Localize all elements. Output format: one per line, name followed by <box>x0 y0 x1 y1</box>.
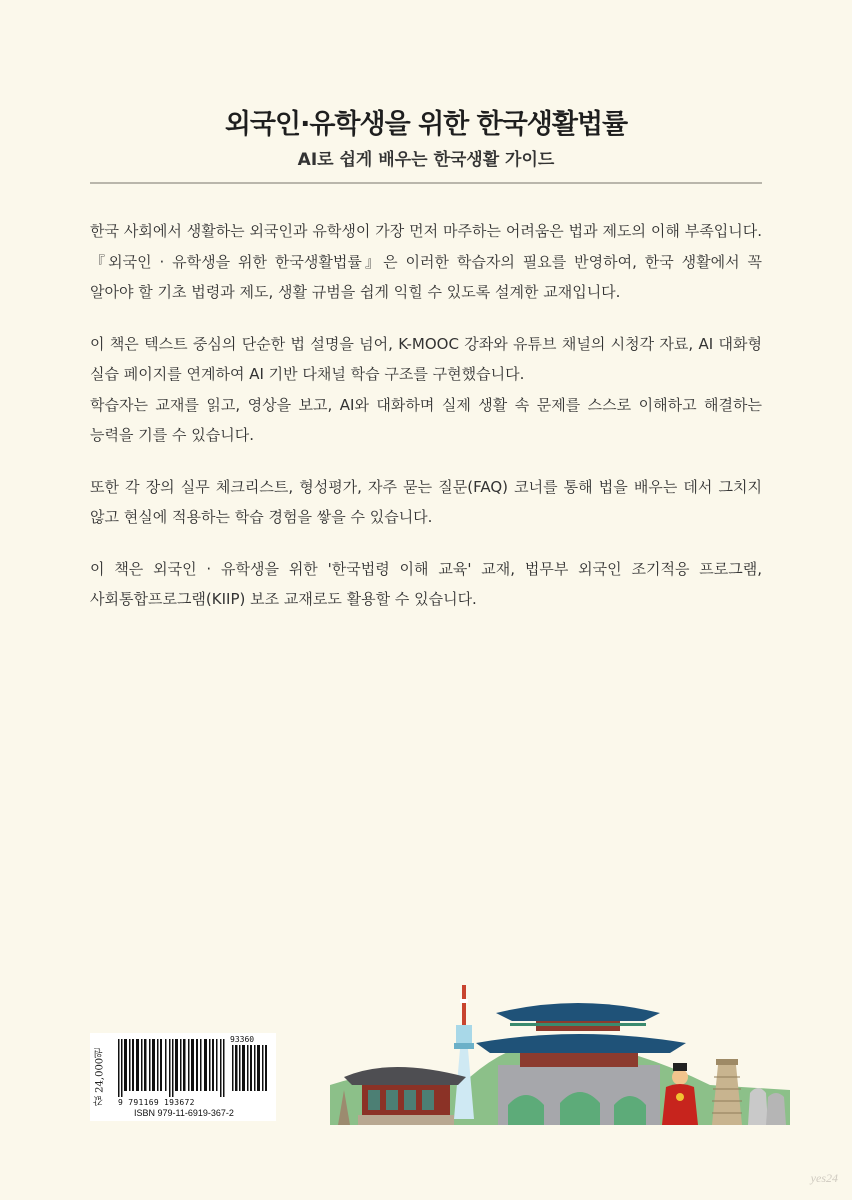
paragraph-3: 또한 각 장의 실무 체크리스트, 형성평가, 자주 묻는 질문(FAQ) 코너를 통해 법을 배우는 데서 그치지 않고 현실에 적용하는 학습 경험을 쌓을 수 있습니다. <box>90 477 762 526</box>
description-text <box>90 216 762 636</box>
book-title: 외국인·유학생을 위한 한국생활법률 <box>224 109 628 140</box>
korea-landmarks-illustration <box>330 965 790 1125</box>
n-seoul-tower-icon <box>454 985 474 1119</box>
cheomseongdae-icon <box>712 1059 742 1125</box>
book-subtitle: AI로 쉽게 배우는 한국생활 가이드 <box>297 150 555 170</box>
ean-digits: 9 791169 193672 <box>118 1098 195 1107</box>
title-divider <box>90 182 762 184</box>
paragraph-2: 이 책은 텍스트 중심의 단순한 법 설명을 넘어, K-MOOC 강좌와 유튜브 채널의 시청각 자료, AI 대화형 실습 페이지를 연계하여 AI 기반 다채널 학습 구조를 구현했습니다. 학습자는 교재를 읽고, 영상을 보고, AI와 대화하며 실제 생활 속 문제를 스스로 이해하고 해결하는 능력을 기를 수 있습니다. <box>90 334 762 444</box>
addon-barcode <box>232 1045 268 1091</box>
barcode-panel <box>90 1033 276 1121</box>
price-label: 값 24,000원 <box>94 1047 106 1107</box>
isbn-number: ISBN 979-11-6919-367-2 <box>134 1108 234 1118</box>
paragraph-4: 이 책은 외국인 · 유학생을 위한 '한국법령 이해 교육' 교재, 법무부 외국인 조기적응 프로그램, 사회통합프로그램(KIIP) 보조 교재로도 활용할 수 있습니다. <box>90 559 762 608</box>
isbn-barcode <box>118 1039 226 1097</box>
watermark: yes24 <box>810 1171 838 1185</box>
addon-code: 93360 <box>230 1035 255 1044</box>
paragraph-1: 한국 사회에서 생활하는 외국인과 유학생이 가장 먼저 마주하는 어려움은 법과 제도의 이해 부족입니다. 『외국인 · 유학생을 위한 한국생활법률』은 이러한 학습자의 필요를 반영하여, 한국 생활에서 꼭 알아야 할 기초 법령과 제도, 생활 규범을 쉽게 익힐 수 있도록 설계한 교재입니다. <box>90 222 762 301</box>
